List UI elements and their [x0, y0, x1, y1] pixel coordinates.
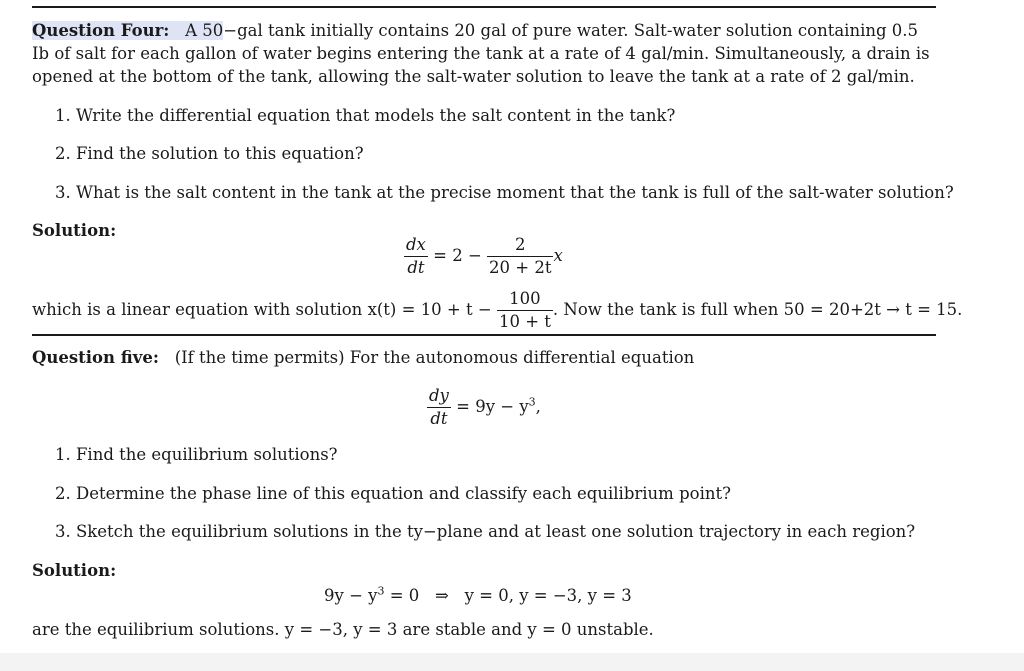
q5-conclusion: are the equilibrium solutions. y = −3, y = 3 are stable and y = 0 unstable.	[32, 620, 654, 639]
q5-equilibrium-equation: $9y - y^3 = 0$ ⇒ y = 0, y = −3, y = 3	[324, 584, 632, 605]
q5-ode-equation: $\frac{dy}{dt}$ = $9y - y^3$,	[429, 386, 541, 428]
q5-item-1: 1. Find the equilibrium solutions?	[55, 445, 338, 464]
q5-item-3: 3. Sketch the equilibrium solutions in the ty−plane and at least one solution trajectory in each region?	[55, 522, 916, 541]
eq1-middle: = 2 −	[433, 246, 482, 265]
bottom-margin	[0, 653, 1024, 671]
q4-intro-line2: Ib of salt for each gallon of water begins entering the tank at a rate of 4 gal/min. Simultaneously, a drain is	[32, 44, 930, 63]
eq1-coefficient-fraction: $\frac{2}{20 + 2t}$	[489, 235, 552, 277]
section-rule	[32, 334, 936, 336]
solution-text-end: . Now the tank is full when 50 = 20+2t → t = 15.	[552, 300, 963, 319]
q4-intro: Question Four: A 50−gal tank initially contains 20 gal of pure water. Salt-water solution containing 0.5 Ib of salt for each gallon of water begins entering the tank at a rate of 4 gal/min. Simultaneously, a drain is opened at the bottom of the tank, allowing the salt-water solution to leave the tank at a rate of 2 gal/min.	[32, 21, 930, 86]
dxdt-fraction: $\frac{dx}{dt}$	[406, 235, 426, 277]
q5-heading: Question five:	[32, 348, 159, 367]
q5-intro: Question five: (If the time permits) For the autonomous differential equation	[32, 348, 695, 367]
dydt-fraction: $\frac{dy}{dt}$	[429, 386, 449, 428]
q4-ode-equation	[404, 236, 563, 277]
top-rule	[32, 6, 936, 8]
q4-solution-label: Solution:	[32, 221, 117, 240]
solution-expression: x(t) = 10 + t −	[367, 300, 492, 319]
solution-fraction: $\frac{100}{10 + t}$	[498, 289, 551, 331]
q5-solution-label: Solution:	[32, 561, 117, 580]
q4-item-3: 3. What is the salt content in the tank at the precise moment that the tank is full of the salt-water solution?	[55, 183, 954, 202]
q4-solution-line: which is a linear equation with solution x(t) = 10 + t − $\frac{100}{10 + t}$ . Now the tank is full when 50 = 20+2t → t = 15.	[32, 289, 963, 331]
q4-intro-line3: opened at the bottom of the tank, allowing the salt-water solution to leave the tank at a rate of 2 gal/min.	[32, 67, 915, 86]
eq1-tail: x	[553, 246, 563, 265]
q5-item-2: 2. Determine the phase line of this equation and classify each equilibrium point?	[55, 484, 731, 503]
q4-item-2: 2. Find the solution to this equation?	[55, 144, 364, 163]
q4-item-1: 1. Write the differential equation that models the salt content in the tank?	[55, 106, 676, 125]
q4-heading: Question Four: A 50	[32, 21, 224, 40]
